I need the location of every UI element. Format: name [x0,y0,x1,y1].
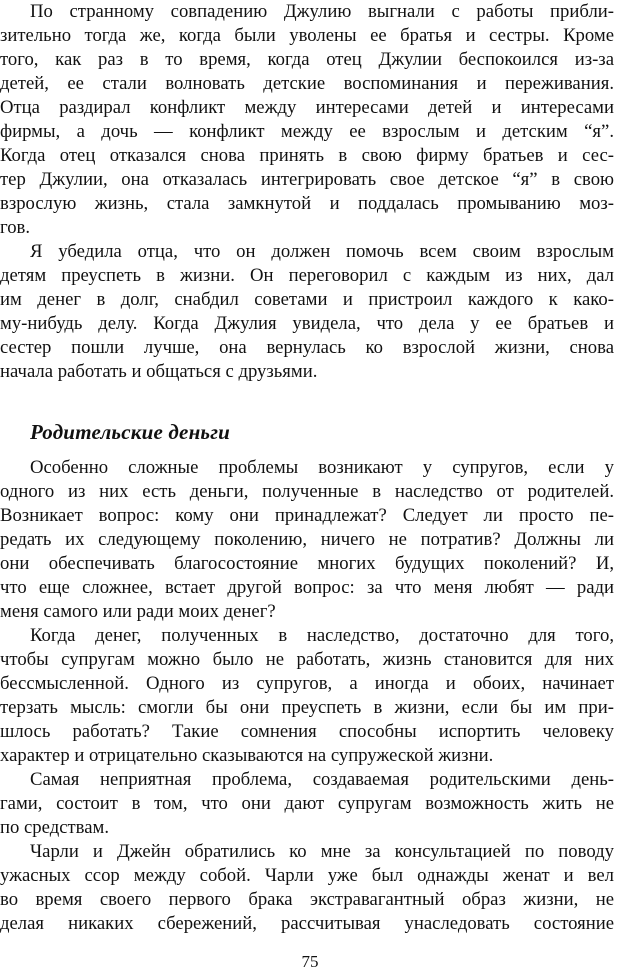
section-heading: Родительские деньги [30,420,231,444]
text-line: Отца раздирал конфликт между интересами детей и интересами [0,97,614,118]
text-line: гов. [0,217,31,238]
text-line: Я убедила отца, что он должен помочь всем своим взрослым [30,241,614,262]
text-line: тер Джулии, она отказалась интегрировать свое детское “я” в свою [0,169,614,190]
text-line: гами, состоит в том, что они дают супругам возможность жить не [0,793,614,814]
text-line: они обеспечивать благосостояние многих будущих поколений? И, [0,553,614,574]
text-line: шлось работать? Такие сомнения способны испортить человеку [0,721,614,742]
text-line: начала работать и общаться с друзьями. [0,361,318,382]
text-line: характер и отрицательно сказываются на супружеской жизни. [0,745,494,766]
text-line: Самая неприятная проблема, создаваемая родительскими день- [30,769,614,790]
text-line: редать их следующему поколению, ничего не потратив? Должны ли [0,529,614,550]
text-block-top [0,0,620,384]
text-line: ужасных ссор между собой. Чарли уже был однажды женат и вел [0,865,614,886]
text-line: сестер пошли лучше, она вернулась ко взрослой жизни, снова [0,337,614,358]
paragraph [0,768,620,840]
text-line: чтобы супругам можно было не работать, жизнь становится для них [0,649,614,670]
text-line: им денег в долг, снабдил советами и пристроил каждого к како- [0,289,614,310]
text-line: зительно тогда же, когда были уволены ее братья и сестры. Кроме [0,25,614,46]
text-line: взрослую жизнь, стала замкнутой и поддалась промыванию моз- [0,193,614,214]
text-line: во время своего первого брака экстравагантный образ жизни, не [0,889,614,910]
paragraph [0,840,620,936]
text-line: му-нибудь делу. Когда Джулия увидела, что дела у ее братьев и [0,313,614,334]
text-line: Чарли и Джейн обратились ко мне за консультацией по поводу [30,841,614,862]
paragraph [0,240,620,384]
text-line: того, как раз в то время, когда отец Джулии беспокоился из-за [0,49,614,70]
text-line: детей, ее стали волновать детские воспоминания и переживания. [0,73,614,94]
text-line: детям преуспеть в жизни. Он переговорил с каждым из них, дал [0,265,614,286]
text-line: терзать мысль: смогли бы они преуспеть в жизни, если бы им при- [0,697,614,718]
text-line: по средствам. [0,817,110,838]
text-block-bottom [0,456,620,936]
text-line: фирмы, а дочь — конфликт между ее взрослым и детским “я”. [0,121,614,142]
text-line: меня самого или ради моих денег? [0,601,276,622]
page-number: 75 [301,952,319,971]
text-line: что еще сложнее, встает другой вопрос: за что меня любят — ради [0,577,614,598]
text-line: бессмысленной. Одного из супругов, а иногда и обоих, начинает [0,673,614,694]
text-line: Когда отец отказался снова принять в свою фирму братьев и сес- [0,145,614,166]
text-line: Возникает вопрос: кому они принадлежат? Следует ли просто пе- [0,505,614,526]
paragraph [0,456,620,624]
text-line: Особенно сложные проблемы возникают у супругов, если у [30,457,614,478]
text-line: делая никаких сбережений, рассчитывая унаследовать состояние [0,913,614,934]
text-line: Когда денег, полученных в наследство, достаточно для того, [30,625,614,646]
text-line: По странному совпадению Джулию выгнали с работы прибли- [30,1,614,22]
text-line: одного из них есть деньги, полученные в наследство от родителей. [0,481,614,502]
paragraph [0,0,620,240]
paragraph [0,624,620,768]
